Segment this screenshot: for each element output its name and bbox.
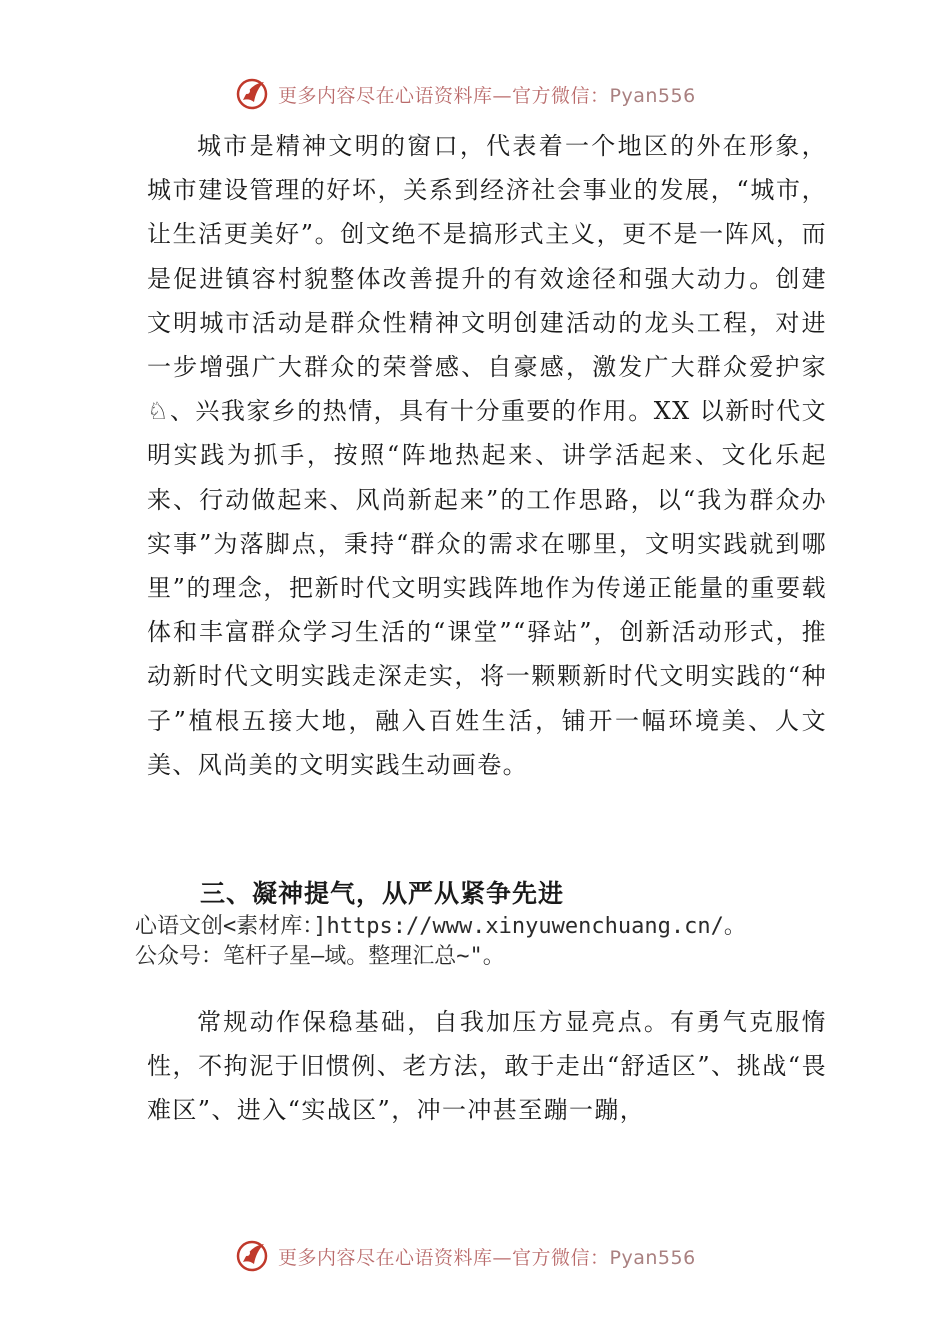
footer-wechat-id: Pyan556 [609, 1246, 696, 1269]
brand-logo-icon [234, 1238, 270, 1274]
paragraph-1: 城市是精神文明的窗口，代表着一个地区的外在形象，城市建设管理的好坏，关系到经济社会事业的发展，“城市，让生活更美好”。创文绝不是搞形式主义，更不是一阵风，而是促进镇容村貌整体改善提升的有效途径和强大动力。创建文明城市活动是群众性精神文明创建活动的龙头工程，对进一步增强广大群众的荣誉感、自豪感，激发广大群众爱护家♘、兴我家乡的热情，具有十分重要的作用。XX 以新时代文明实践为抓手，按照“阵地热起来、讲学活起来、文化乐起来、行动做起来、风尚新起来”的工作思路，以“我为群众办实事”为落脚点，秉持“群众的需求在哪里，文明实践就到哪里”的理念，把新时代文明实践阵地作为传递正能量的重要载体和丰富群众学习生活的“课堂”“驿站”，创新活动形式，推动新时代文明实践走深走实，将一颗颗新时代文明实践的“种子”植根五接大地，融入百姓生活，铺开一幅环境美、人文美、风尚美的文明实践生动画卷。 [147, 132, 827, 779]
source-watermark [135, 912, 835, 972]
footer-banner-text: 更多内容尽在心语资料库—官方微信：Pyan556 [278, 1246, 696, 1269]
watermark-line-1: 心语文创<素材库：]https://www.xinyuwenchuang.cn/。 [135, 914, 746, 939]
footer-banner [234, 1236, 734, 1276]
paragraph-2: 常规动作保稳基础，自我加压方显亮点。有勇气克服惰性，不拘泥于旧惯例、老方法，敢于走出“舒适区”、挑战“畏难区”、进入“实战区”，冲一冲甚至蹦一蹦， [147, 1008, 827, 1125]
header-wechat-id: Pyan556 [609, 84, 696, 107]
header-banner-text: 更多内容尽在心语资料库—官方微信：Pyan556 [278, 84, 696, 107]
watermark-line-2: 公众号：笔杆子星—域。整理汇总~"。 [135, 944, 505, 969]
header-banner [234, 74, 734, 114]
brand-logo-icon [234, 76, 270, 112]
section-heading-3: 三、凝神提气，从严从紧争先进 [200, 879, 565, 908]
